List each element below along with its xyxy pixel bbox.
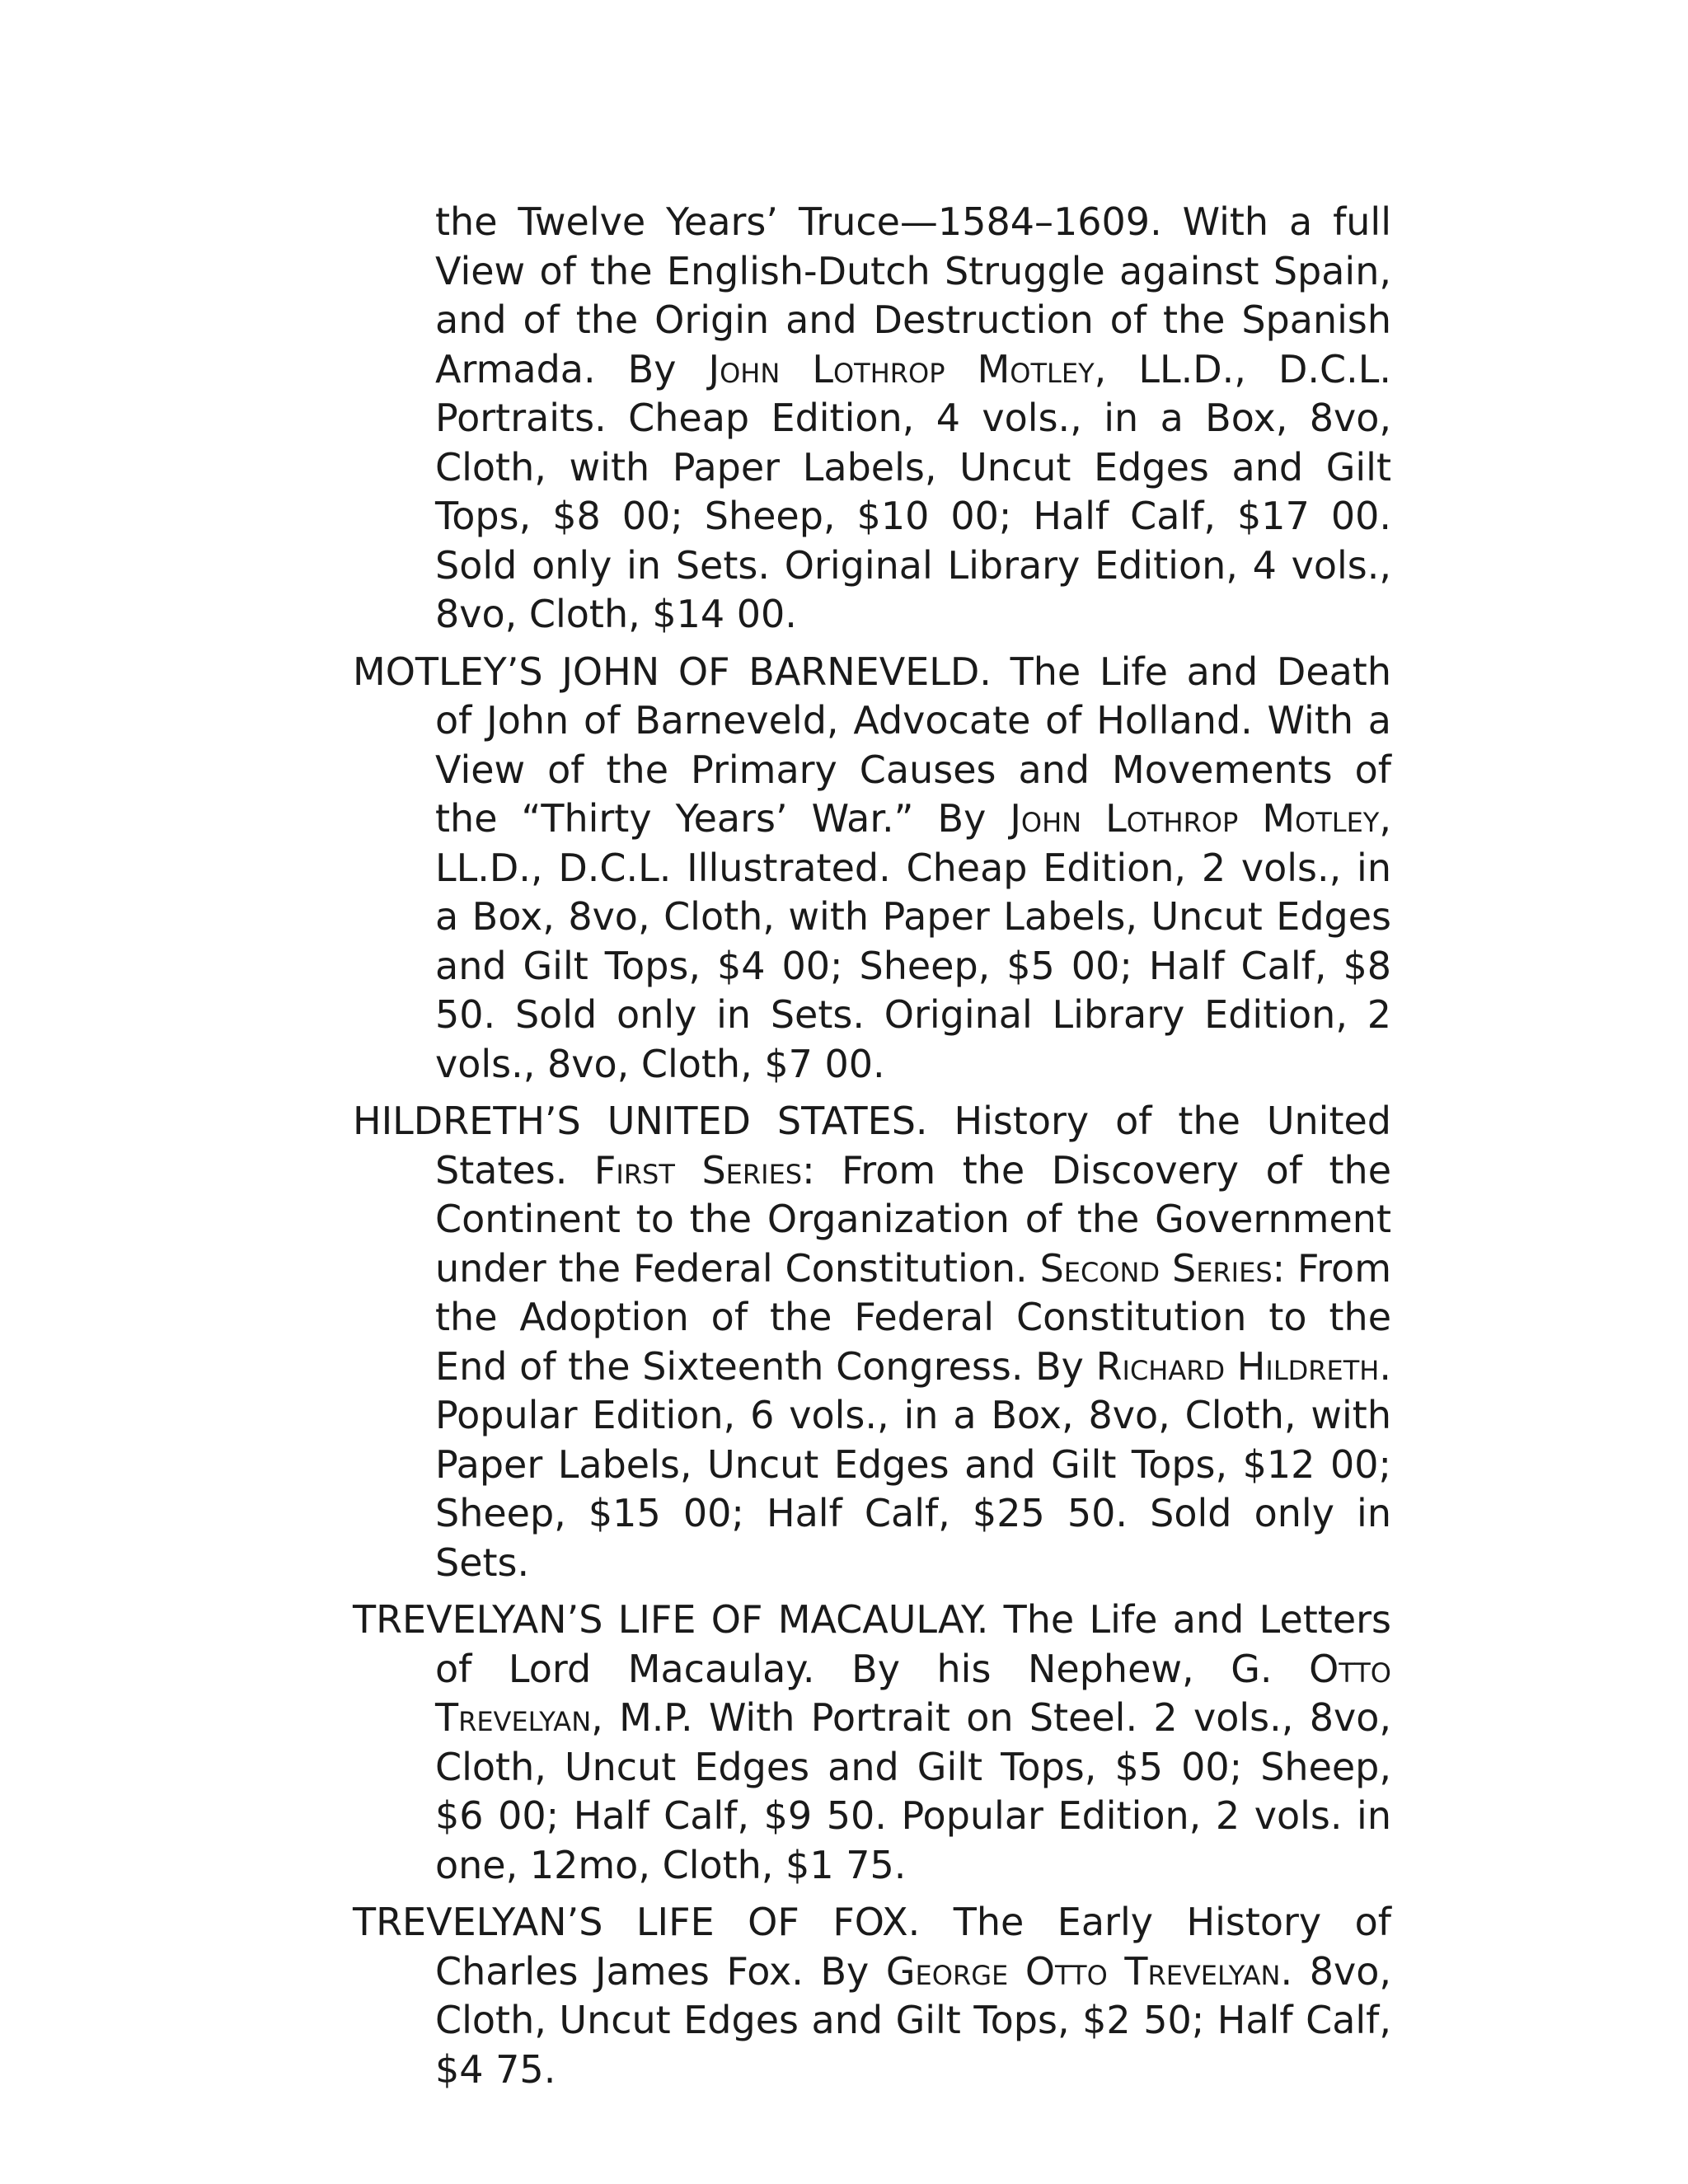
series-label-second: Second Series (1039, 1245, 1273, 1291)
entry-text: TREVELYAN’S LIFE OF FOX. The Early History of Charles James Fox. By (353, 1900, 1391, 1994)
author-name: George Otto Trevelyan (885, 1948, 1281, 1994)
series-label-first: First Series (593, 1147, 803, 1193)
catalog-entry-motley-netherlands-continued (353, 198, 1391, 640)
catalog-entry-trevelyan-fox (353, 1898, 1391, 2094)
catalog-page (353, 198, 1391, 2102)
entry-text: : From the Adoption of the Federal Constitution to the End of the Sixteenth Congress. By (435, 1245, 1392, 1389)
entry-text: , M.P. With Portrait on Steel. 2 vols., 8vo, Cloth, Uncut Edges and Gilt Tops, $5 00; Sheep, $6 00; Half Calf, $9 50. Popular Edition, 2 vols. in one, 12mo, Cloth, $1 75. (435, 1695, 1391, 1887)
author-name: John Lothrop Motley (708, 346, 1095, 391)
entry-text: : From the Discovery of the Continent to the Organization of the Government under the Federal Constitution. (435, 1147, 1391, 1291)
entry-text: . 8vo, Cloth, Uncut Edges and Gilt Tops, $2 50; Half Calf, $4 75. (435, 1948, 1391, 2092)
catalog-entry-motley-barneveld (353, 648, 1391, 1090)
entry-text: MOTLEY’S JOHN OF BARNEVELD. The Life and Death of John of Barneveld, Advocate of Holland. With a View of the Primary Causes and Movements of the “Thirty Years’ War.” By (353, 649, 1391, 841)
entry-text: . Popular Edition, 6 vols., in a Box, 8vo, Cloth, with Paper Labels, Uncut Edges and Gilt Tops, $12 00; Sheep, $15 00; Half Calf, $25 50. Sold only in Sets. (435, 1343, 1391, 1585)
author-name: Richard Hildreth (1095, 1343, 1380, 1389)
entry-text: TREVELYAN’S LIFE OF MACAULAY. The Life and Letters of Lord Macaulay. By his Nephew, G. (353, 1597, 1391, 1691)
author-name: Otto Trevelyan (435, 1646, 1391, 1740)
author-name: John Lothrop Motley (1010, 796, 1380, 841)
entry-text: , LL.D., D.C.L. Portraits. Cheap Edition, 4 vols., in a Box, 8vo, Cloth, with Paper Labels, Uncut Edges and Gilt Tops, $8 00; Sheep, $10 00; Half Calf, $17 00. Sold only in Sets. Original Library Edition, 4 vols., 8vo, Cloth, $14 00. (435, 346, 1391, 636)
catalog-entry-trevelyan-macaulay (353, 1596, 1391, 1890)
entry-text: , LL.D., D.C.L. Illustrated. Cheap Edition, 2 vols., in a Box, 8vo, Cloth, with Paper Labels, Uncut Edges and Gilt Tops, $4 00; Sheep, $5 00; Half Calf, $8 50. Sold only in Sets. Original Library Edition, 2 vols., 8vo, Cloth, $7 00. (435, 796, 1391, 1086)
entry-text: HILDRETH’S UNITED STATES. History of the United States. (353, 1099, 1391, 1193)
entry-text: the Twelve Years’ Truce—1584–1609. With a full View of the English-Dutch Struggle against Spain, and of the Origin and Destruction of the Spanish Armada. By (435, 199, 1391, 391)
catalog-entry-hildreth-united-states (353, 1097, 1391, 1587)
